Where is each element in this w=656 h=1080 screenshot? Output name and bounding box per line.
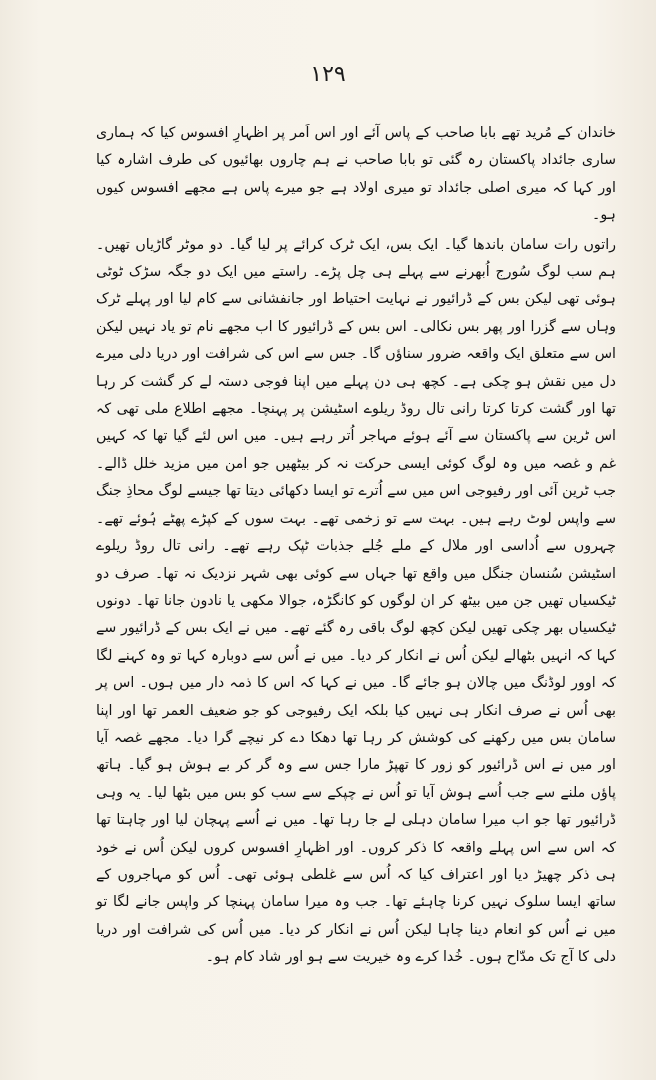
paragraph-2: راتوں رات سامان باندھا گیا۔ ایک بس، ایک ٹرک کرائے پر لیا گیا۔ دو موٹر گاڑیاں تھیں۔ ہم سب لوگ سُورج اُبھرنے سے پہلے ہی چل پڑے۔ راستے میں ایک دو جگہ سڑک ٹوٹی ہوئی تھی لیکن بس کے ڈرائیور نے نہایت احتیاط اور جانفشانی سے کام لیا اور پہلے ٹرک وہاں سے گزرا اور پھر بس نکالی۔ اس بس کے ڈرائیور کا اب مجھے نام تو یاد نہیں لیکن اس سے متعلق ایک واقعہ ضرور سناؤں گا۔ جس سے اس کی شرافت اور دریا دلی میرے دل میں نقش ہو چکی ہے۔ کچھ ہی دن پہلے میں اپنا فوجی دستہ لے کر گشت کر رہا تھا اور گشت کرتا کرتا رانی تال روڈ ریلوے اسٹیشن پر پہنچا۔ مجھے اطلاع ملی تھی کہ اس ٹرین سے پاکستان سے آئے ہوئے مہاجر اُتر رہے ہیں۔ میں اس لئے گیا تھا کہ کہیں غم و غصہ میں وہ لوگ کوئی ایسی حرکت نہ کر بیٹھیں جو امن میں مزید خلل ڈالے۔ جب ٹرین آئی اور رفیوجی اس میں سے اُترے تو ایسا دکھائی دیتا تھا جیسے لوگ محاذِ جنگ سے واپس لوٹ رہے ہیں۔ بہت سے تو زخمی تھے۔ بہت سوں کے کپڑے پھٹے ہُوئے تھے۔ چہروں سے اُداسی اور ملال کے ملے جُلے جذبات ٹپک رہے تھے۔ رانی تال روڈ ریلوے اسٹیشن سُنسان جنگل میں واقع تھا جہاں سے کوئی بھی شہر نزدیک نہ تھا۔ صرف دو ٹیکسیاں تھیں جن میں بیٹھ کر ان لوگوں کو کانگڑہ، جوالا مکھی یا نادون جانا تھا۔ دونوں ٹیکسیاں بھر چکی تھیں لیکن کچھ لوگ باقی رہ گئے تھے۔ میں نے ایک بس کے ڈرائیور سے کہا کہ انہیں بٹھالے لیکن اُس نے انکار کر دیا۔ میں نے اُس سے دوبارہ کہا تو وہ کہنے لگا کہ اوور لوڈنگ میں چالان ہو جائے گا۔ میں نے کہا کہ اس کا ذمہ دار میں ہوں۔ اس پر بھی اُس نے صرف انکار ہی نہیں کیا بلکہ ایک رفیوجی کو جو ضعیف العمر تھا اور اپنا سامان بس میں رکھنے کی کوشش کر رہا تھا دھکا دے کر نیچے گرا دیا۔ مجھے غصہ آیا اور میں نے اس ڈرائیور کو زور کا تھپڑ مارا جس سے وہ گر کر بے ہوش ہو گیا۔ ہاتھ پاؤں ملنے سے جب اُسے ہوش آیا تو اُس نے چپکے سے سب کو بس میں بٹھا لیا۔ یہ وہی ڈرائیور تھا جو اب میرا سامان دہلی لے جا رہا تھا۔ میں نے اُسے پہچان لیا اور چاہتا تھا کہ اس سے اس پہلے واقعہ کا ذکر کروں۔ اور اظہارِ افسوس کروں لیکن اُس نے خود ہی ذکر چھیڑ دیا اور اعتراف کیا کہ اُس سے غلطی ہوئی تھی۔ اُس کو مہاجروں کے ساتھ ایسا سلوک نہیں کرنا چاہئے تھا۔ جب وہ میرا سامان پہنچا کر واپس جانے لگا تو میں نے اُس کو انعام دینا چاہا لیکن اُس نے انکار کر دیا۔ میں اُس کی شرافت اور دریا دلی کا آج تک مدّاح ہوں۔ خُدا کرے وہ خیریت سے ہو اور شاد کام ہو۔ [96,236,616,966]
paragraph-1: خاندان کے مُرید تھے بابا صاحب کے پاس آئے اور اس اَمر پر اظہارِ افسوس کیا کہ ہماری ساری جائداد پاکستان رہ گئی تو بابا صاحب نے ہم چاروں بھائیوں کی طرف اشارہ کیا اور کہا کہ میری اصلی جائداد تو میری اولاد ہے جو میرے پاس ہے مجھے افسوس کیوں ہو۔ [96,125,616,224]
page-number: ۱۲۹ [310,62,346,87]
body-text [96,120,616,972]
